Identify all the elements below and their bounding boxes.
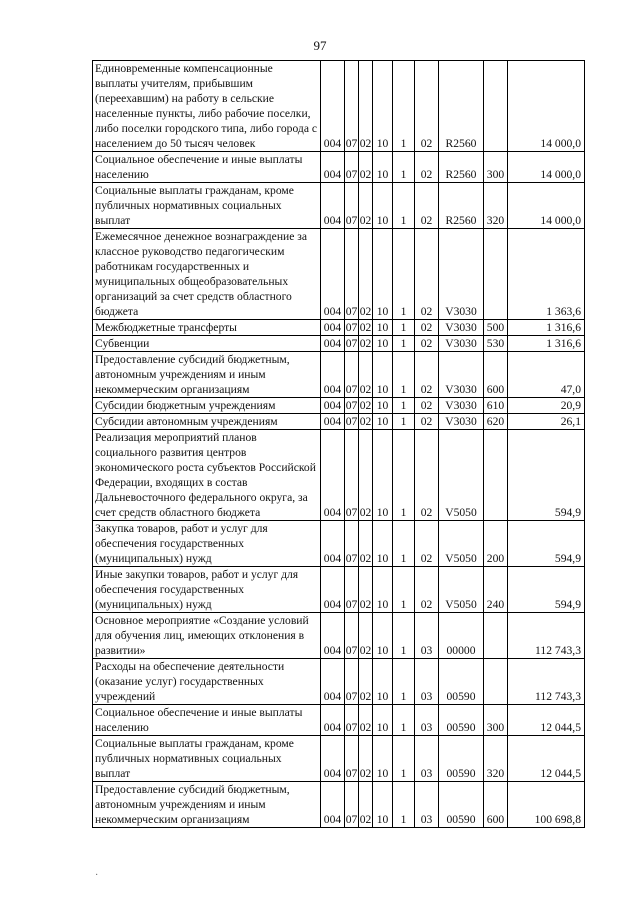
row-amount: 26,1 [508,414,585,430]
table-row [93,414,585,430]
row-grbs-code: 004 [321,567,345,613]
row-section-code: 07 [345,183,359,229]
row-expense-type-code [484,61,508,152]
row-expense-type-code [484,430,508,521]
row-program-code: 10 [373,782,393,828]
row-subprogram-code: 1 [393,320,415,336]
row-subprogram-code: 1 [393,336,415,352]
table-row [93,398,585,414]
row-program-code: 10 [373,320,393,336]
row-name: Социальное обеспечение и иные выплаты населению [93,705,321,736]
row-expense-type-code: 610 [484,398,508,414]
row-subprogram-code: 1 [393,61,415,152]
row-expense-type-code: 500 [484,320,508,336]
row-event-code: 02 [415,320,439,336]
row-expense-type-code: 600 [484,782,508,828]
row-amount: 14 000,0 [508,61,585,152]
row-direction-code: 00590 [439,782,484,828]
row-amount: 12 044,5 [508,736,585,782]
row-subprogram-code: 1 [393,705,415,736]
row-expense-type-code: 300 [484,152,508,183]
row-event-code: 02 [415,398,439,414]
row-program-code: 10 [373,736,393,782]
row-name: Субсидии бюджетным учреждениям [93,398,321,414]
row-grbs-code: 004 [321,320,345,336]
row-direction-code: V3030 [439,352,484,398]
row-grbs-code: 004 [321,398,345,414]
row-section-code: 07 [345,352,359,398]
row-section-code: 07 [345,415,358,428]
row-program-code: 10 [373,152,393,183]
table-row [93,183,585,229]
row-direction-code: R2560 [439,152,484,183]
row-grbs-code: 004 [321,659,345,705]
table-row [93,229,585,320]
row-amount: 1 363,6 [508,229,585,320]
row-event-code: 02 [415,183,439,229]
row-direction-code: V5050 [439,430,484,521]
row-subsection-code: 02 [359,399,372,412]
row-section-code: 07 [345,705,359,736]
row-direction-code: V3030 [439,336,484,352]
row-event-code: 02 [415,414,439,430]
row-subprogram-code: 1 [393,521,415,567]
row-direction-code: V3030 [439,398,484,414]
table-row [93,61,585,152]
row-section-code: 07 [345,152,359,183]
row-program-code: 10 [373,430,393,521]
row-subsection-code: 02 [359,152,373,183]
row-amount: 14 000,0 [508,152,585,183]
row-event-code: 02 [415,521,439,567]
row-section-code: 07 [345,399,358,412]
row-section-code: 07 [345,229,359,320]
row-subprogram-code: 1 [393,398,415,414]
row-direction-code: V3030 [439,229,484,320]
row-grbs-code: 004 [321,336,345,352]
row-amount: 1 316,6 [508,336,585,352]
row-name: Субвенции [93,336,321,352]
budget-table [92,60,585,828]
table-row [93,736,585,782]
table-row [93,782,585,828]
row-expense-type-code: 200 [484,521,508,567]
row-program-code: 10 [373,567,393,613]
row-event-code: 03 [415,736,439,782]
row-amount: 1 316,6 [508,320,585,336]
row-section-code: 07 [345,521,359,567]
row-amount: 112 743,3 [508,659,585,705]
row-subsection-code: 02 [359,782,373,828]
row-event-code: 02 [415,229,439,320]
table-row [93,659,585,705]
row-name: Закупка товаров, работ и услуг для обеспечения государственных (муниципальных) нужд [93,521,321,567]
row-subprogram-code: 1 [393,782,415,828]
footer-mark: · [95,870,99,881]
row-expense-type-code: 300 [484,705,508,736]
row-section-code: 07 [345,613,359,659]
row-expense-type-code [484,229,508,320]
row-name: Социальное обеспечение и иные выплаты населению [93,152,321,183]
row-subsection-code: 02 [359,705,373,736]
budget-table-body [93,61,585,828]
row-event-code: 02 [415,430,439,521]
row-name: Предоставление субсидий бюджетным, автономным учреждениям и иным некоммерческим организациям [93,782,321,828]
row-name: Межбюджетные трансферты [93,320,321,336]
row-expense-type-code: 240 [484,567,508,613]
row-subprogram-code: 1 [393,152,415,183]
row-name: Социальные выплаты гражданам, кроме публичных нормативных социальных выплат [93,736,321,782]
row-subsection-code: 02 [359,430,373,521]
row-event-code: 02 [415,567,439,613]
row-expense-type-code: 320 [484,183,508,229]
row-event-code: 03 [415,782,439,828]
row-subprogram-code: 1 [393,414,415,430]
row-direction-code: 00590 [439,705,484,736]
table-row [93,521,585,567]
row-name: Ежемесячное денежное вознаграждение за классное руководство педагогическим работникам государственных и муниципальных общеобразовательных организаций за счет средств областного бюджета [93,229,321,320]
row-event-code: 02 [415,336,439,352]
row-grbs-code: 004 [321,183,345,229]
row-grbs-code: 004 [321,782,345,828]
row-grbs-code: 004 [321,352,345,398]
table-row [93,352,585,398]
row-section-code: 07 [345,61,359,152]
row-amount: 12 044,5 [508,705,585,736]
row-direction-code: 00590 [439,736,484,782]
row-name: Предоставление субсидий бюджетным, автономным учреждениям и иным некоммерческим организациям [93,352,321,398]
row-subprogram-code: 1 [393,613,415,659]
row-program-code: 10 [373,61,393,152]
row-section-code: 07 [345,430,359,521]
row-expense-type-code: 530 [484,336,508,352]
row-expense-type-code: 320 [484,736,508,782]
table-row [93,567,585,613]
row-section-code: 07 [345,736,359,782]
row-subsection-code: 02 [359,659,373,705]
row-direction-code: V3030 [439,414,484,430]
row-amount: 112 743,3 [508,613,585,659]
row-expense-type-code: 620 [484,414,508,430]
row-program-code: 10 [373,229,393,320]
row-grbs-code: 004 [321,736,345,782]
row-direction-code: R2560 [439,183,484,229]
row-subprogram-code: 1 [393,430,415,521]
row-name: Основное мероприятие «Создание условий для обучения лиц, имеющих отклонения в развитии» [93,613,321,659]
row-name: Расходы на обеспечение деятельности (оказание услуг) государственных учреждений [93,659,321,705]
row-event-code: 02 [415,352,439,398]
row-amount: 20,9 [508,398,585,414]
row-amount: 100 698,8 [508,782,585,828]
row-direction-code: 00000 [439,613,484,659]
row-subsection-code: 02 [359,352,373,398]
row-subprogram-code: 1 [393,736,415,782]
row-subsection-code: 02 [359,736,373,782]
table-row [93,152,585,183]
row-subsection-code: 02 [359,415,372,428]
row-event-code: 02 [415,61,439,152]
row-grbs-code: 004 [321,430,345,521]
row-subsection-code: 02 [359,521,373,567]
row-subsection-code: 02 [359,183,373,229]
page-number: 97 [313,38,327,53]
row-name: Реализация мероприятий планов социального развития центров экономического роста субъектов Российской Федерации, входящих в состав Дальневосточного федерального округа, за счет средств областного бюджета [93,430,321,521]
row-grbs-code: 004 [321,521,345,567]
row-subsection-code: 02 [359,229,373,320]
row-grbs-code: 004 [321,705,345,736]
row-section-code: 07 [345,782,359,828]
row-program-code: 10 [373,521,393,567]
row-event-code: 03 [415,659,439,705]
row-subprogram-code: 1 [393,229,415,320]
row-amount: 594,9 [508,567,585,613]
row-expense-type-code [484,659,508,705]
row-program-code: 10 [373,414,393,430]
row-expense-type-code: 600 [484,352,508,398]
table-row [93,613,585,659]
row-subprogram-code: 1 [393,567,415,613]
row-subsection-code: 02 [359,61,373,152]
row-event-code: 03 [415,613,439,659]
row-direction-code: V3030 [439,320,484,336]
row-section-code: 07 [345,567,359,613]
row-grbs-code: 004 [321,414,345,430]
row-program-code: 10 [373,183,393,229]
row-grbs-code: 004 [321,229,345,320]
row-direction-code: 00590 [439,659,484,705]
row-name: Единовременные компенсационные выплаты учителям, прибывшим (переехавшим) на работу в сельские населенные пункты, либо рабочие поселки, либо поселки городского типа, либо города с населением до 50 тысяч человек [93,61,321,152]
row-program-code: 10 [373,659,393,705]
row-event-code: 02 [415,152,439,183]
row-program-code: 10 [373,613,393,659]
row-subsection-code: 02 [359,613,373,659]
row-section-code: 07 [345,659,359,705]
row-subsection-code: 02 [359,567,373,613]
row-expense-type-code [484,613,508,659]
row-section-code: 07 [345,337,358,350]
row-direction-code: R2560 [439,61,484,152]
row-grbs-code: 004 [321,61,345,152]
row-program-code: 10 [373,705,393,736]
row-amount: 594,9 [508,521,585,567]
row-amount: 47,0 [508,352,585,398]
row-event-code: 03 [415,705,439,736]
row-name: Субсидии автономным учреждениям [93,414,321,430]
row-amount: 594,9 [508,430,585,521]
row-name: Иные закупки товаров, работ и услуг для обеспечения государственных (муниципальных) нужд [93,567,321,613]
row-grbs-code: 004 [321,613,345,659]
row-section-code: 07 [345,321,358,334]
row-direction-code: V5050 [439,567,484,613]
row-subprogram-code: 1 [393,659,415,705]
row-amount: 14 000,0 [508,183,585,229]
row-name: Социальные выплаты гражданам, кроме публичных нормативных социальных выплат [93,183,321,229]
row-program-code: 10 [373,336,393,352]
row-grbs-code: 004 [321,152,345,183]
table-row [93,430,585,521]
table-row [93,320,585,336]
row-program-code: 10 [373,352,393,398]
table-row [93,705,585,736]
row-subsection-code: 02 [359,337,372,350]
row-subprogram-code: 1 [393,183,415,229]
row-subprogram-code: 1 [393,352,415,398]
row-direction-code: V5050 [439,521,484,567]
row-program-code: 10 [373,398,393,414]
row-subsection-code: 02 [359,321,372,334]
table-row [93,336,585,352]
